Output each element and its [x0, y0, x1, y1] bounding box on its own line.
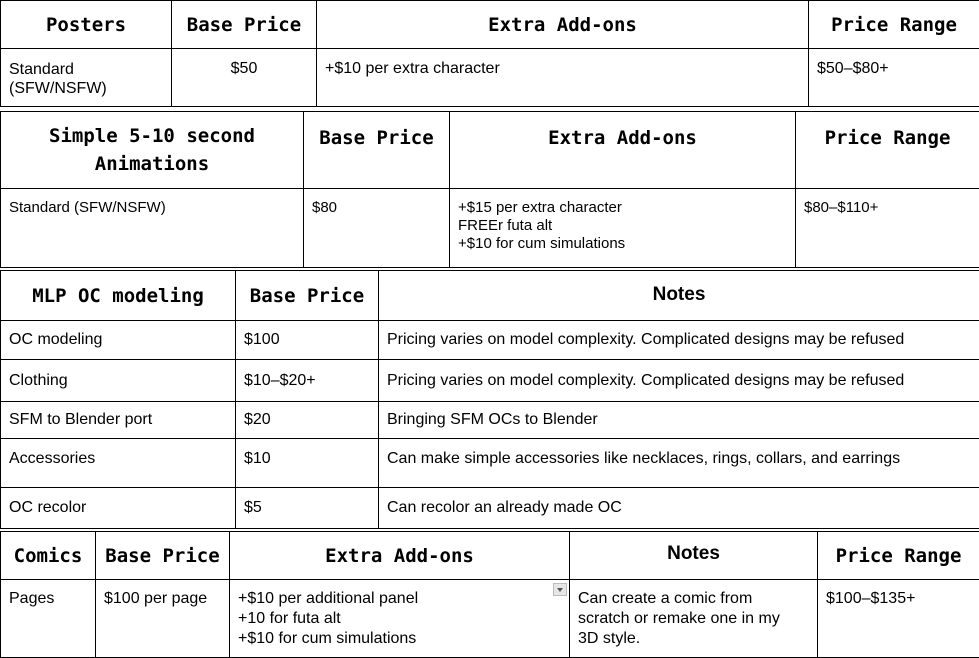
- modeling-note: Pricing varies on model complexity. Complicated designs may be refused: [379, 360, 979, 402]
- comics-cell-notes: [570, 580, 818, 658]
- comics-table: [0, 531, 979, 658]
- animations-cell-base: $80: [304, 189, 450, 268]
- posters-cell-range: $50–$80+: [809, 49, 979, 107]
- modeling-note: Can recolor an already made OC: [379, 488, 979, 529]
- modeling-row: [1, 439, 979, 488]
- modeling-row: [1, 321, 979, 360]
- comics-addon-3: +$10 for cum simulations: [238, 629, 561, 649]
- comics-note-line-1: Can create a comic from: [578, 589, 809, 609]
- modeling-price: $5: [236, 488, 379, 529]
- comics-addon-2: +10 for futa alt: [238, 609, 561, 629]
- posters-type-line-2: (SFW/NSFW): [9, 79, 163, 98]
- animations-addon-1: +$15 per extra character: [458, 199, 787, 217]
- modeling-row: [1, 488, 979, 529]
- modeling-row: [1, 360, 979, 402]
- animations-header-base-price: Base Price: [304, 112, 450, 189]
- posters-table: [0, 0, 979, 107]
- animations-header-row: [1, 112, 979, 189]
- modeling-header-base-price: Base Price: [236, 271, 379, 321]
- comics-header-price-range: Price Range: [818, 532, 979, 580]
- modeling-price: $20: [236, 402, 379, 439]
- modeling-item: Clothing: [1, 360, 236, 402]
- comics-header-type: Comics: [1, 532, 96, 580]
- comics-cell-addons: [230, 580, 570, 658]
- animations-row-standard: [1, 189, 979, 268]
- modeling-item: OC recolor: [1, 488, 236, 529]
- modeling-header-row: [1, 271, 979, 321]
- modeling-price: $100: [236, 321, 379, 360]
- comics-cell-base: $100 per page: [96, 580, 230, 658]
- posters-header-addons: Extra Add-ons: [317, 1, 809, 49]
- comics-addon-1: +$10 per additional panel: [238, 589, 561, 609]
- comics-note-line-2: scratch or remake one in my: [578, 609, 809, 629]
- comics-header-row: [1, 532, 979, 580]
- posters-row-standard: [1, 49, 979, 107]
- modeling-item: OC modeling: [1, 321, 236, 360]
- modeling-header-notes: Notes: [379, 271, 979, 321]
- comics-cell-type: Pages: [1, 580, 96, 658]
- posters-header-base-price: Base Price: [172, 1, 317, 49]
- animations-header-price-range: Price Range: [796, 112, 979, 189]
- posters-cell-type: [1, 49, 172, 107]
- posters-type-line-1: Standard: [9, 60, 163, 79]
- comics-note-line-3: 3D style.: [578, 629, 809, 649]
- modeling-header-item: MLP OC modeling: [1, 271, 236, 321]
- modeling-note: Pricing varies on model complexity. Complicated designs may be refused: [379, 321, 979, 360]
- comics-header-addons: Extra Add-ons: [230, 532, 570, 580]
- modeling-note: Can make simple accessories like necklaces, rings, collars, and earrings: [379, 439, 979, 488]
- modeling-price: $10: [236, 439, 379, 488]
- dropdown-arrow-icon[interactable]: [553, 583, 567, 596]
- modeling-row: [1, 402, 979, 439]
- animations-table: [0, 111, 979, 268]
- animations-header-type: Simple 5-10 second Animations: [1, 112, 304, 189]
- comics-cell-range: $100–$135+: [818, 580, 979, 658]
- modeling-item: SFM to Blender port: [1, 402, 236, 439]
- comics-header-base-price: Base Price: [96, 532, 230, 580]
- modeling-note: Bringing SFM OCs to Blender: [379, 402, 979, 439]
- posters-header-type: Posters: [1, 1, 172, 49]
- animations-cell-addons: [450, 189, 796, 268]
- comics-header-notes: Notes: [570, 532, 818, 580]
- modeling-table: [0, 270, 979, 529]
- animations-cell-type: Standard (SFW/NSFW): [1, 189, 304, 268]
- posters-addon-1: +$10 per extra character: [325, 59, 800, 79]
- comics-row-pages: [1, 580, 979, 658]
- posters-header-row: [1, 1, 979, 49]
- animations-header-addons: Extra Add-ons: [450, 112, 796, 189]
- animations-cell-range: $80–$110+: [796, 189, 979, 268]
- modeling-item: Accessories: [1, 439, 236, 488]
- animations-addon-2: FREEr futa alt: [458, 217, 787, 235]
- posters-header-price-range: Price Range: [809, 1, 979, 49]
- modeling-price: $10–$20+: [236, 360, 379, 402]
- posters-cell-addons: [317, 49, 809, 107]
- animations-addon-3: +$10 for cum simulations: [458, 235, 787, 253]
- posters-cell-base: $50: [172, 49, 317, 107]
